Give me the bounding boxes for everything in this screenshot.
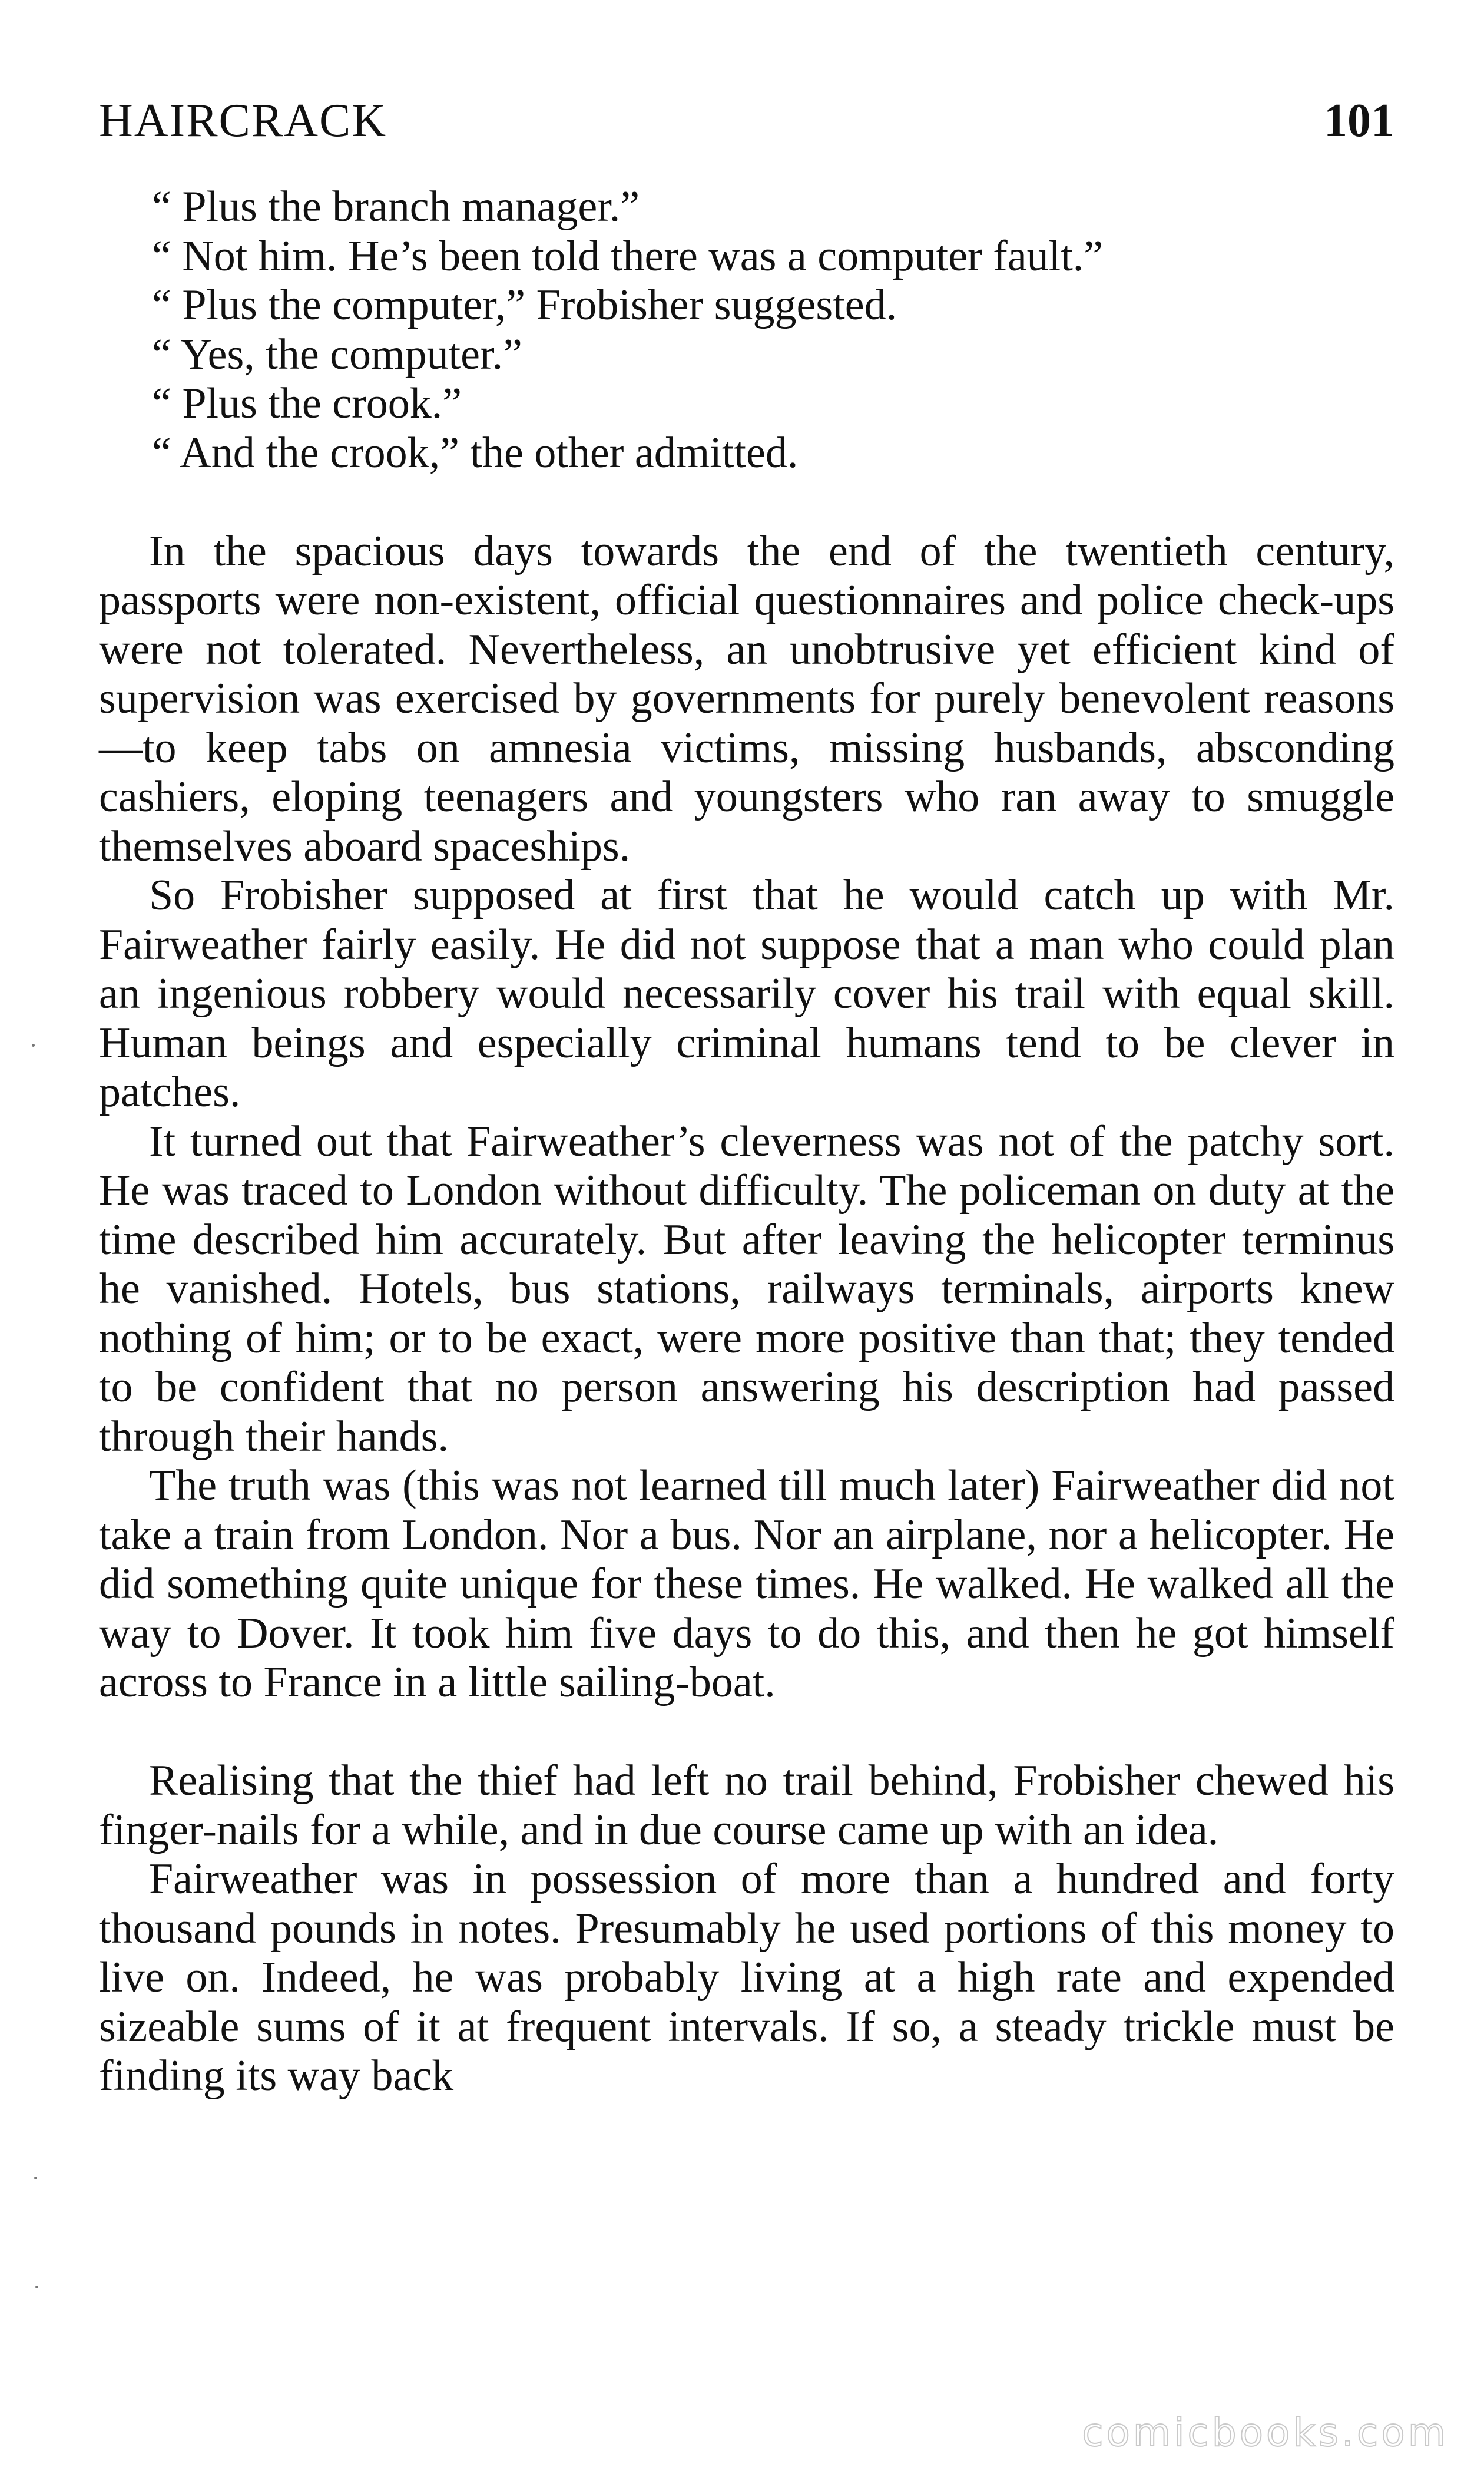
dialogue-line: “ And the crook,” the other admitted. (152, 428, 799, 477)
paragraph: In the spacious days towards the end of the twentieth century, passports were non-existent, official questionnaires and police check-ups were not tolerated. Nevertheless, an unobtrusive yet efficient kind of supervision was exercised by governments for purely benevolent reasons—to keep tabs on amnesia victims, missing husbands, absconding cashiers, eloping teenagers and youngsters who ran away to smuggle themselves aboard spaceships. (99, 527, 1394, 871)
dialogue-block (99, 183, 1394, 478)
dialogue-line: “ Plus the computer,” Frobisher suggested. (152, 281, 897, 329)
paragraph: It turned out that Fairweather’s cleverness was not of the patchy sort. He was traced to London without difficulty. The policeman on duty at the time described him accurately. But after leaving the helicopter terminus he vanished. Hotels, bus stations, railways terminals, airports knew nothing of him; or to be exact, were more positive than that; they tended to be confident that no person answering his description had passed through their hands. (99, 1117, 1394, 1461)
dialogue-line: “ Yes, the computer.” (152, 330, 522, 379)
paragraph: Realising that the thief had left no trail behind, Frobisher chewed his finger-nails for a while, and in due course came up with an idea. (99, 1757, 1394, 1854)
page-number: 101 (1324, 95, 1394, 147)
margin-speck (35, 2286, 38, 2288)
section-break (99, 1708, 1394, 1757)
body-text (99, 183, 1394, 2101)
running-title: HAIRCRACK (99, 95, 387, 147)
dialogue-line: “ Plus the branch manager.” (152, 183, 640, 231)
dialogue-line: “ Not him. He’s been told there was a computer fault.” (152, 231, 1104, 280)
paragraph: Fairweather was in possession of more than a hundred and forty thousand pounds in notes. Presumably he used portions of this money to live on. Indeed, he was probably living at a high rate and expended sizeable sums of it at frequent intervals. If so, a steady trickle must be finding its way back (99, 1855, 1394, 2100)
dialogue-line: “ Plus the crook.” (152, 379, 462, 428)
watermark: comicbooks.com (1082, 2410, 1449, 2455)
section-break (99, 478, 1394, 527)
paragraph: The truth was (this was not learned till much later) Fairweather did not take a train from London. Nor a bus. Nor an airplane, nor a helicopter. He did something quite unique for these times. He walked. He walked all the way to Dover. It took him five days to do this, and then he got himself across to France in a little sailing-boat. (99, 1461, 1394, 1706)
margin-speck (34, 2177, 37, 2179)
margin-speck (32, 1044, 35, 1047)
paragraph: So Frobisher supposed at first that he would catch up with Mr. Fairweather fairly easily. He did not suppose that a man who could plan an ingenious robbery would necessarily cover his trail with equal skill. Human beings and especially criminal humans tend to be clever in patches. (99, 871, 1394, 1116)
running-head (99, 88, 1394, 153)
